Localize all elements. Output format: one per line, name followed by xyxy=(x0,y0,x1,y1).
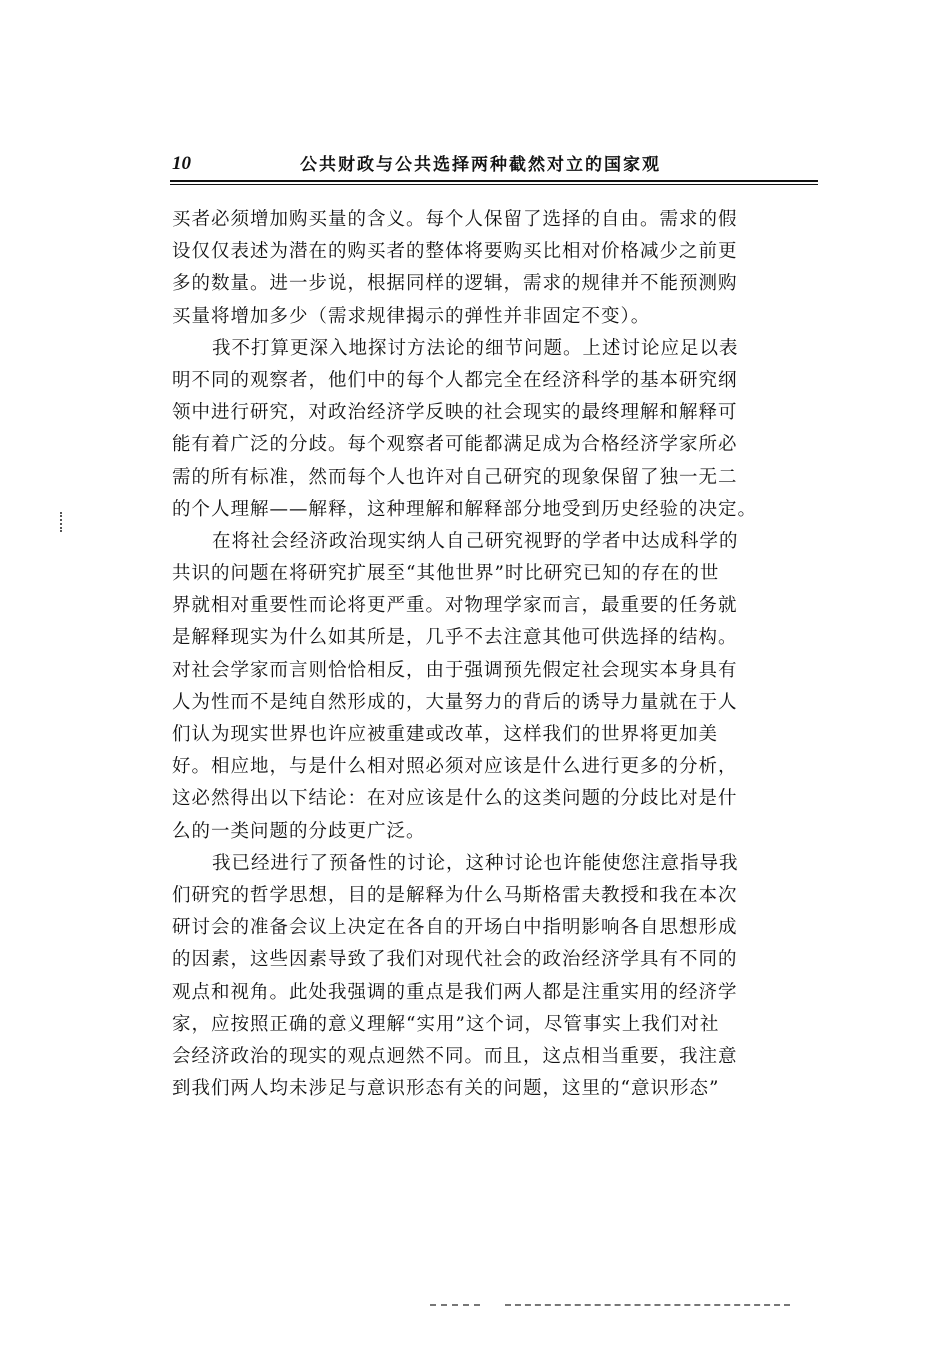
text-line: 我已经进行了预备性的讨论，这种讨论也许能使您注意指导我 xyxy=(212,852,739,874)
text-line: 么的一类问题的分歧更广泛。 xyxy=(172,820,426,842)
text-line: 的因素，这些因素导致了我们对现代社会的政治经济学具有不同的 xyxy=(172,949,738,971)
text-line: 好。相应地，与是什么相对照必须对应该是什么进行更多的分析， xyxy=(172,756,738,778)
text-line: 们研究的哲学思想，目的是解释为什么马斯格雷夫教授和我在本次 xyxy=(172,884,738,906)
text-line: 家，应按照正确的意义理解“实用”这个词，尽管事实上我们对社 xyxy=(172,1013,720,1035)
text-line: 观点和视角。此处我强调的重点是我们两人都是注重实用的经济学 xyxy=(172,981,738,1003)
header-rule-thin xyxy=(170,184,818,185)
text-line: 多的数量。进一步说，根据同样的逻辑，需求的规律并不能预测购 xyxy=(172,273,738,295)
paragraph-3 xyxy=(172,526,818,848)
scan-artifact-dash xyxy=(430,1304,480,1307)
text-line: 共识的问题在将研究扩展至“其他世界”时比研究已知的存在的世 xyxy=(172,563,720,585)
text-line: 是解释现实为什么如其所是，几乎不去注意其他可供选择的结构。 xyxy=(172,627,738,649)
body-text xyxy=(172,204,818,1105)
text-line: 需的所有标准，然而每个人也许对自己研究的现象保留了独一无二 xyxy=(172,466,738,488)
header-rule-thick xyxy=(170,180,818,182)
text-line: 我不打算更深入地探讨方法论的细节问题。上述讨论应足以表 xyxy=(212,337,739,359)
text-line: 这必然得出以下结论：在对应该是什么的这类问题的分歧比对是什 xyxy=(172,788,738,810)
text-line: 对社会学家而言则恰恰相反，由于强调预先假定社会现实本身具有 xyxy=(172,659,738,681)
text-line: 的个人理解——解释，这种理解和解释部分地受到历史经验的决定。 xyxy=(172,498,758,520)
scan-artifact-dash xyxy=(505,1304,790,1307)
paragraph-1 xyxy=(172,204,818,333)
paragraph-2 xyxy=(172,333,818,526)
running-head-title: 公共财政与公共选择两种截然对立的国家观 xyxy=(300,155,661,175)
scan-margin-mark xyxy=(60,512,64,532)
text-line: 能有着广泛的分歧。每个观察者可能都满足成为合格经济学家所必 xyxy=(172,434,738,456)
text-line: 买者必须增加购买量的含义。每个人保留了选择的自由。需求的假 xyxy=(172,209,738,230)
page-number: 10 xyxy=(172,153,191,174)
text-line: 们认为现实世界也许应被重建或改革，这样我们的世界将更加美 xyxy=(172,724,719,745)
paragraph-4 xyxy=(172,848,818,1106)
text-line: 研讨会的准备会议上决定在各自的开场白中指明影响各自思想形成 xyxy=(172,917,738,939)
text-line: 买量将增加多少（需求规律揭示的弹性并非固定不变）。 xyxy=(172,305,651,327)
text-line: 到我们两人均未涉足与意识形态有关的问题，这里的“意识形态” xyxy=(172,1078,720,1100)
text-line: 界就相对重要性而论将更严重。对物理学家而言，最重要的任务就 xyxy=(172,595,738,617)
text-line: 人为性而不是纯自然形成的，大量努力的背后的诱导力量就在于人 xyxy=(172,691,738,713)
text-line: 会经济政治的现实的观点迥然不同。而且，这点相当重要，我注意 xyxy=(172,1045,738,1067)
text-line: 设仅仅表述为潜在的购买者的整体将要购买比相对价格减少之前更 xyxy=(172,241,738,263)
text-line: 领中进行研究，对政治经济学反映的社会现实的最终理解和解释可 xyxy=(172,402,738,424)
text-line: 在将社会经济政治现实纳人自己研究视野的学者中达成科学的 xyxy=(212,530,739,552)
text-line: 明不同的观察者，他们中的每个人都完全在经济科学的基本研究纲 xyxy=(172,369,738,391)
